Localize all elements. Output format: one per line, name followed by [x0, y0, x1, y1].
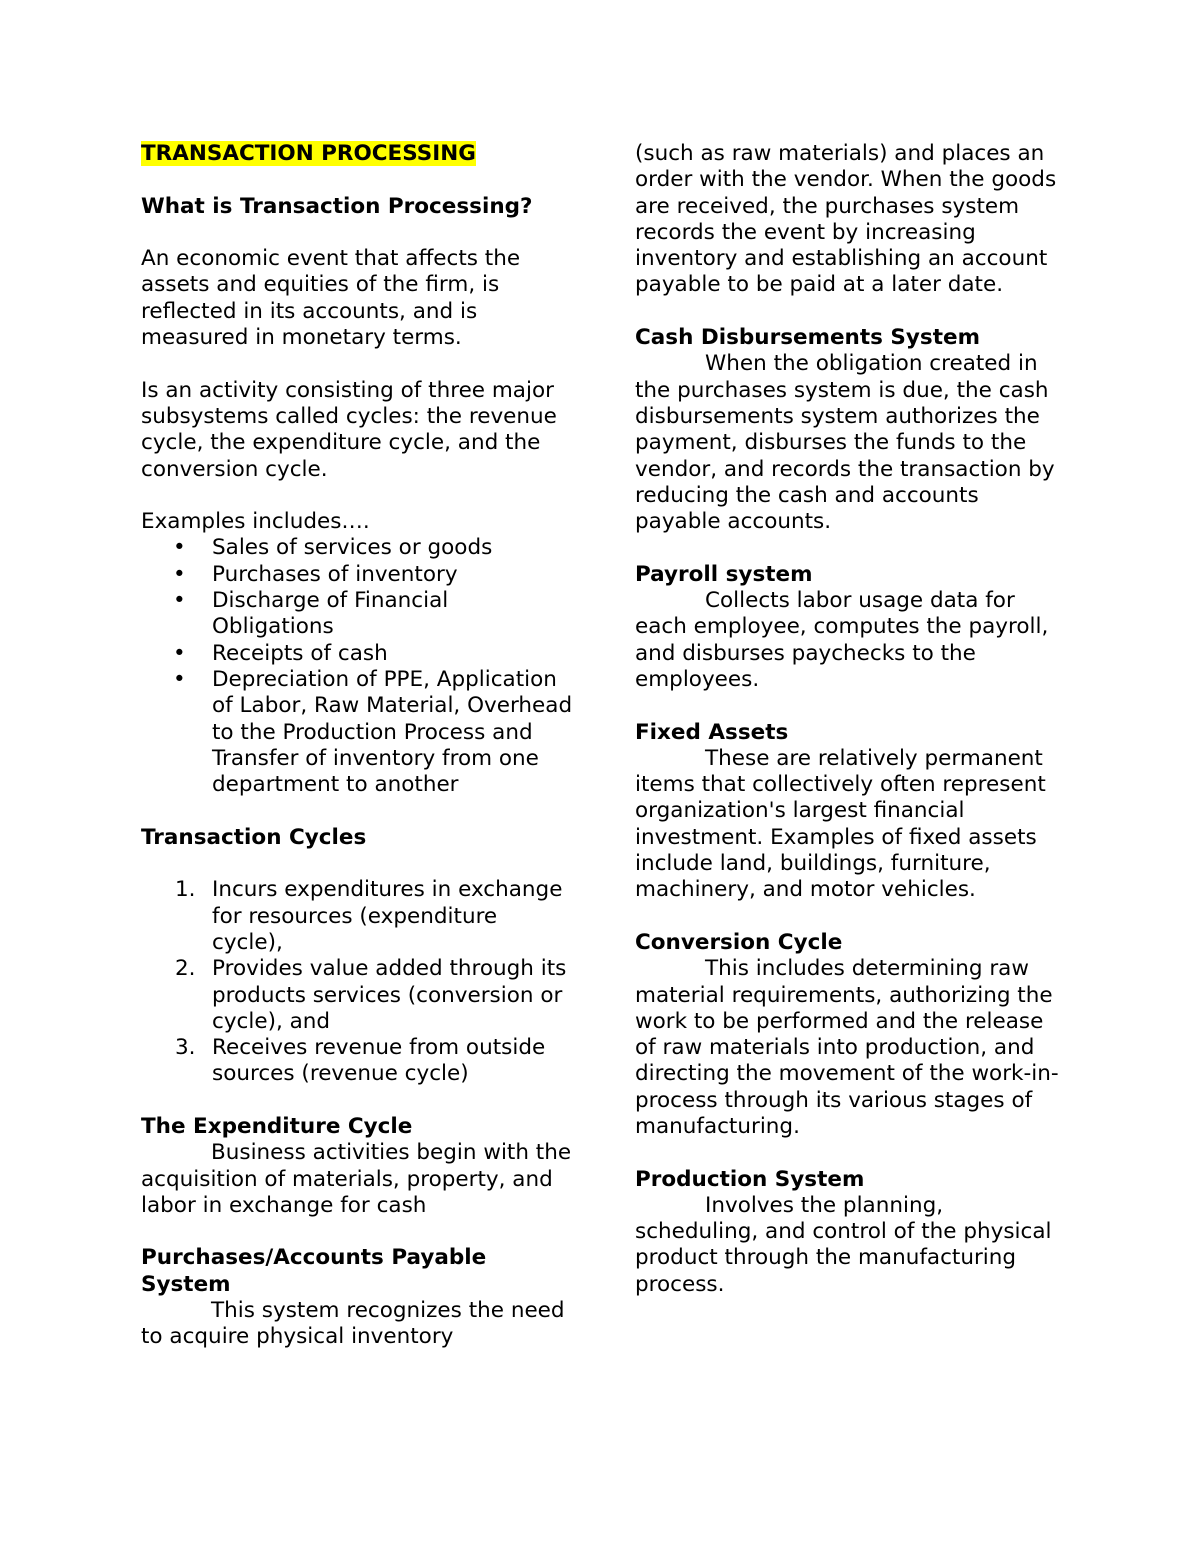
- production-system-heading: Production System: [635, 1166, 865, 1192]
- conversion-cycle-heading: Conversion Cycle: [635, 929, 843, 955]
- cash-disbursements-text: When the obligation created in the purchases system is due, the cash disbursements system authorizes the payment, disburses the funds to the vendor, and records the transaction by reducing the cash and accounts payable accounts.: [635, 351, 1055, 535]
- production-system-text: Involves the planning, scheduling, and control of the physical product through the manufacturing process.: [635, 1192, 1052, 1297]
- purchases-text: This system recognizes the need to acquire physical inventory: [141, 1298, 565, 1350]
- purchases-heading: Purchases/Accounts Payable System: [141, 1245, 487, 1297]
- list-item: • Purchases of inventory: [173, 561, 458, 587]
- expenditure-cycle-heading: The Expenditure Cycle: [141, 1113, 413, 1139]
- document-title: [141, 141, 573, 167]
- left-column: [141, 141, 573, 1351]
- right-column: [635, 141, 1067, 1298]
- expenditure-cycle-text: Business activities begin with the acquisition of materials, property, and labor in exchange for cash: [141, 1140, 572, 1218]
- list-item: • Receipts of cash: [173, 640, 388, 666]
- cash-disbursements-heading: Cash Disbursements System: [635, 325, 980, 351]
- list-item: • Depreciation of PPE, Application of Labor, Raw Material, Overhead to the Production Process and Transfer of inventory from one department to another: [173, 666, 573, 798]
- list-item: • Discharge of Financial Obligations: [173, 588, 449, 640]
- examples-intro: Examples includes….: [141, 509, 370, 535]
- bullet-icon: •: [173, 666, 186, 692]
- list-item: 3. Receives revenue from outside sources (revenue cycle): [175, 1035, 546, 1087]
- definition-paragraph: An economic event that affects the assets and equities of the firm, is reflected in its accounts, and is measured in monetary terms.: [141, 246, 521, 351]
- title-highlight: TRANSACTION PROCESSING: [141, 141, 476, 166]
- payroll-text: Collects labor usage data for each employee, computes the payroll, and disburses paychecks to the employees.: [635, 588, 1049, 692]
- fixed-assets-text: These are relatively permanent items that collectively often represent organization's largest financial investment. Examples of fixed assets include land, buildings, furniture, machinery, and motor vehicles.: [635, 745, 1046, 903]
- bullet-icon: •: [173, 640, 186, 666]
- fixed-assets-heading: Fixed Assets: [635, 719, 789, 745]
- payroll-heading: Payroll system: [635, 561, 813, 587]
- list-item: • Sales of services or goods: [173, 535, 493, 561]
- cycles-paragraph: Is an activity consisting of three major subsystems called cycles: the revenue cycle, the expenditure cycle, and the conversion cycle.: [141, 377, 557, 482]
- conversion-cycle-text: This includes determining raw material requirements, authorizing the work to be performed and the release of raw materials into production, and directing the movement of the work-in-process through its various stages of manufacturing.: [635, 956, 1059, 1139]
- bullet-icon: •: [173, 535, 186, 561]
- question-heading: What is Transaction Processing?: [141, 193, 533, 219]
- purchases-continued-text: (such as raw materials) and places an order with the vendor. When the goods are received, the purchases system records the event by increasing inventory and establishing an account payable to be paid at a later date.: [635, 141, 1057, 298]
- bullet-icon: •: [173, 561, 186, 587]
- examples-list: [141, 535, 573, 798]
- transaction-cycles-heading: Transaction Cycles: [141, 824, 367, 850]
- list-item: 2. Provides value added through its products services (conversion or cycle), and: [175, 956, 567, 1034]
- cycles-list: [141, 877, 573, 1087]
- list-item: 1. Incurs expenditures in exchange for resources (expenditure cycle),: [175, 877, 563, 955]
- bullet-icon: •: [173, 588, 186, 614]
